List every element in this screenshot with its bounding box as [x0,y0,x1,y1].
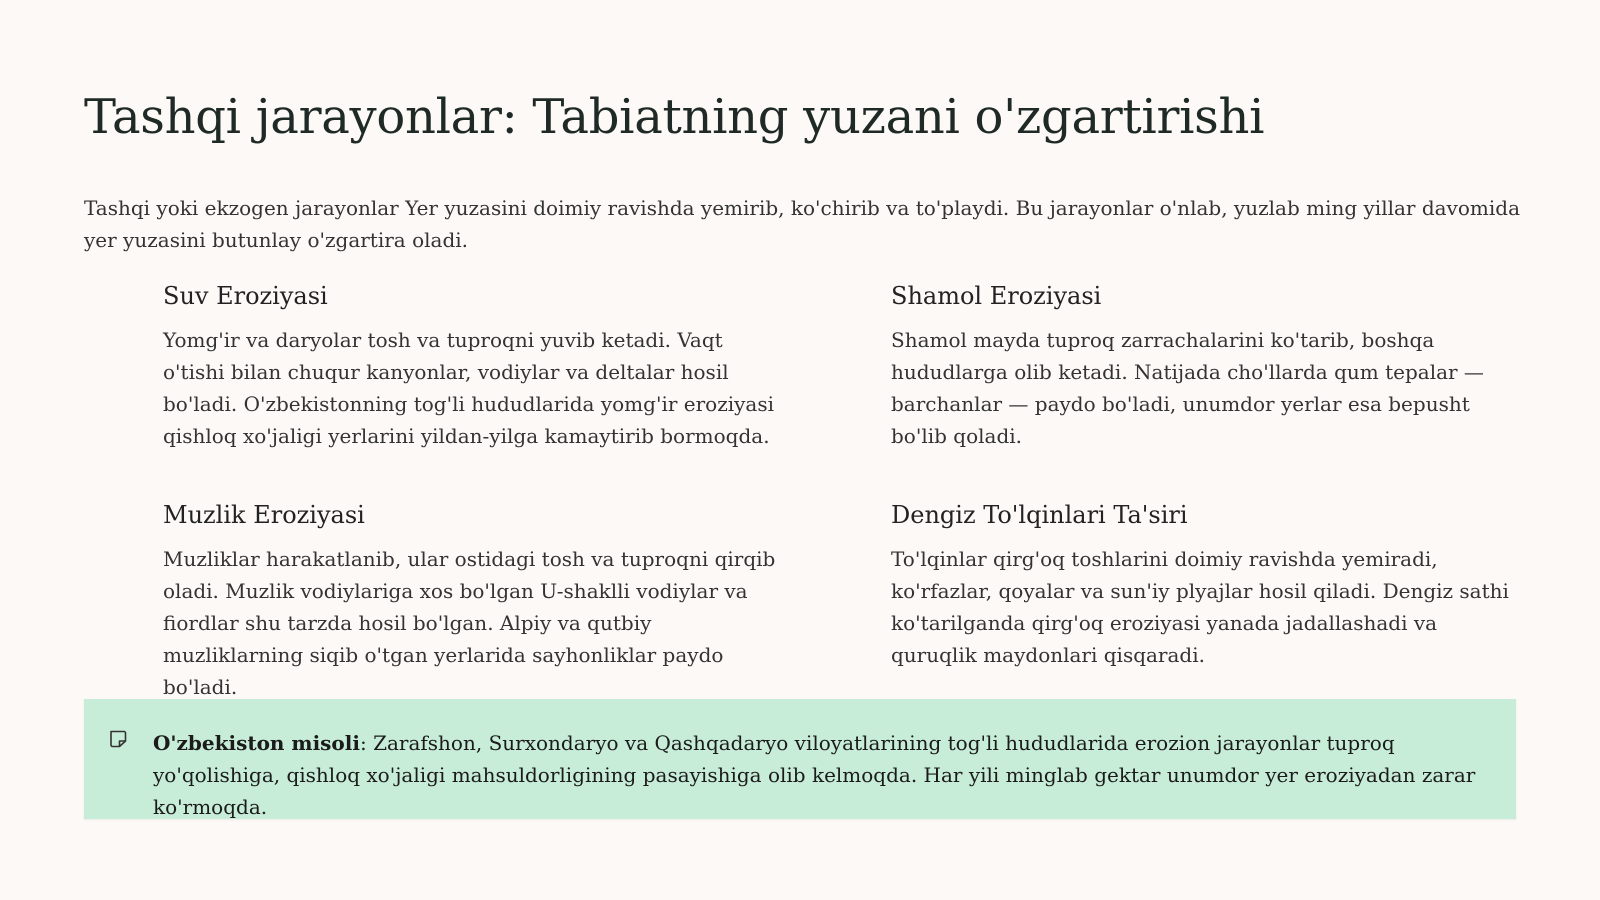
card-text: To'lqinlar qirg'oq toshlarini doimiy ravishda yemiradi, ko'rfazlar, qoyalar va sun'iy plyajlar hosil qiladi. Dengiz sathi ko'tarilganda qirg'oq eroziyasi yanada jadallashadi va quruqlik maydonlari qisqaradi. [891,547,1509,667]
callout-text [153,727,1483,823]
card-heading: Suv Eroziyasi [163,282,328,310]
callout-label: O'zbekiston misoli [153,731,360,755]
card-sea-waves [891,499,1521,671]
card-heading: Dengiz To'lqinlari Ta'siri [891,501,1188,529]
card-text: Shamol mayda tuproq zarrachalarini ko'tarib, boshqa hududlarga olib ketadi. Natijada cho'llarda qum tepalar — barchanlar — paydo bo'ladi, unumdor yerlar esa bepusht bo'lib qoladi. [891,328,1484,448]
card-wind-erosion [891,280,1521,452]
card-heading: Muzlik Eroziyasi [163,501,365,529]
callout-box [84,699,1516,819]
card-text: Muzliklar harakatlanib, ular ostidagi tosh va tuproqni qirqib oladi. Muzlik vodiylariga xos bo'lgan U-shaklli vodiylar va fiordlar shu tarzda hosil bo'lgan. Alpiy va qutbiy muzliklarning siqib o'tgan yerlarida sayhonliklar paydo bo'ladi. [163,547,776,699]
card-text: Yomg'ir va daryolar tosh va tuproqni yuvib ketadi. Vaqt o'tishi bilan chuqur kanyonlar, vodiylar va deltalar hosil bo'ladi. O'zbekistonning tog'li hududlarida yomg'ir eroziyasi qishloq xo'jaligi yerlarini yildan-yilga kamaytirib bormoqda. [163,328,775,448]
page-title: Tashqi jarayonlar: Tabiatning yuzani o'zgartirishi [84,89,1265,145]
card-heading: Shamol Eroziyasi [891,282,1102,310]
card-glacier-erosion [163,499,778,703]
callout-separator: : [359,731,374,755]
card-water-erosion [163,280,778,452]
intro-paragraph: Tashqi yoki ekzogen jarayonlar Yer yuzasini doimiy ravishda yemirib, ko'chirib va to'playdi. Bu jarayonlar o'nlab, yuzlab ming yillar davomida yer yuzasini butunlay o'zgartira oladi. [84,196,1520,252]
note-icon [108,729,128,749]
callout-body: Zarafshon, Surxondaryo va Qashqadaryo viloyatlarining tog'li hududlarida erozion jarayonlar tuproq yo'qolishiga, qishloq xo'jaligi mahsuldorligining pasayishiga olib kelmoqda. Har yili minglab gektar unumdor yer eroziyadan zarar ko'rmoqda. [153,731,1476,819]
